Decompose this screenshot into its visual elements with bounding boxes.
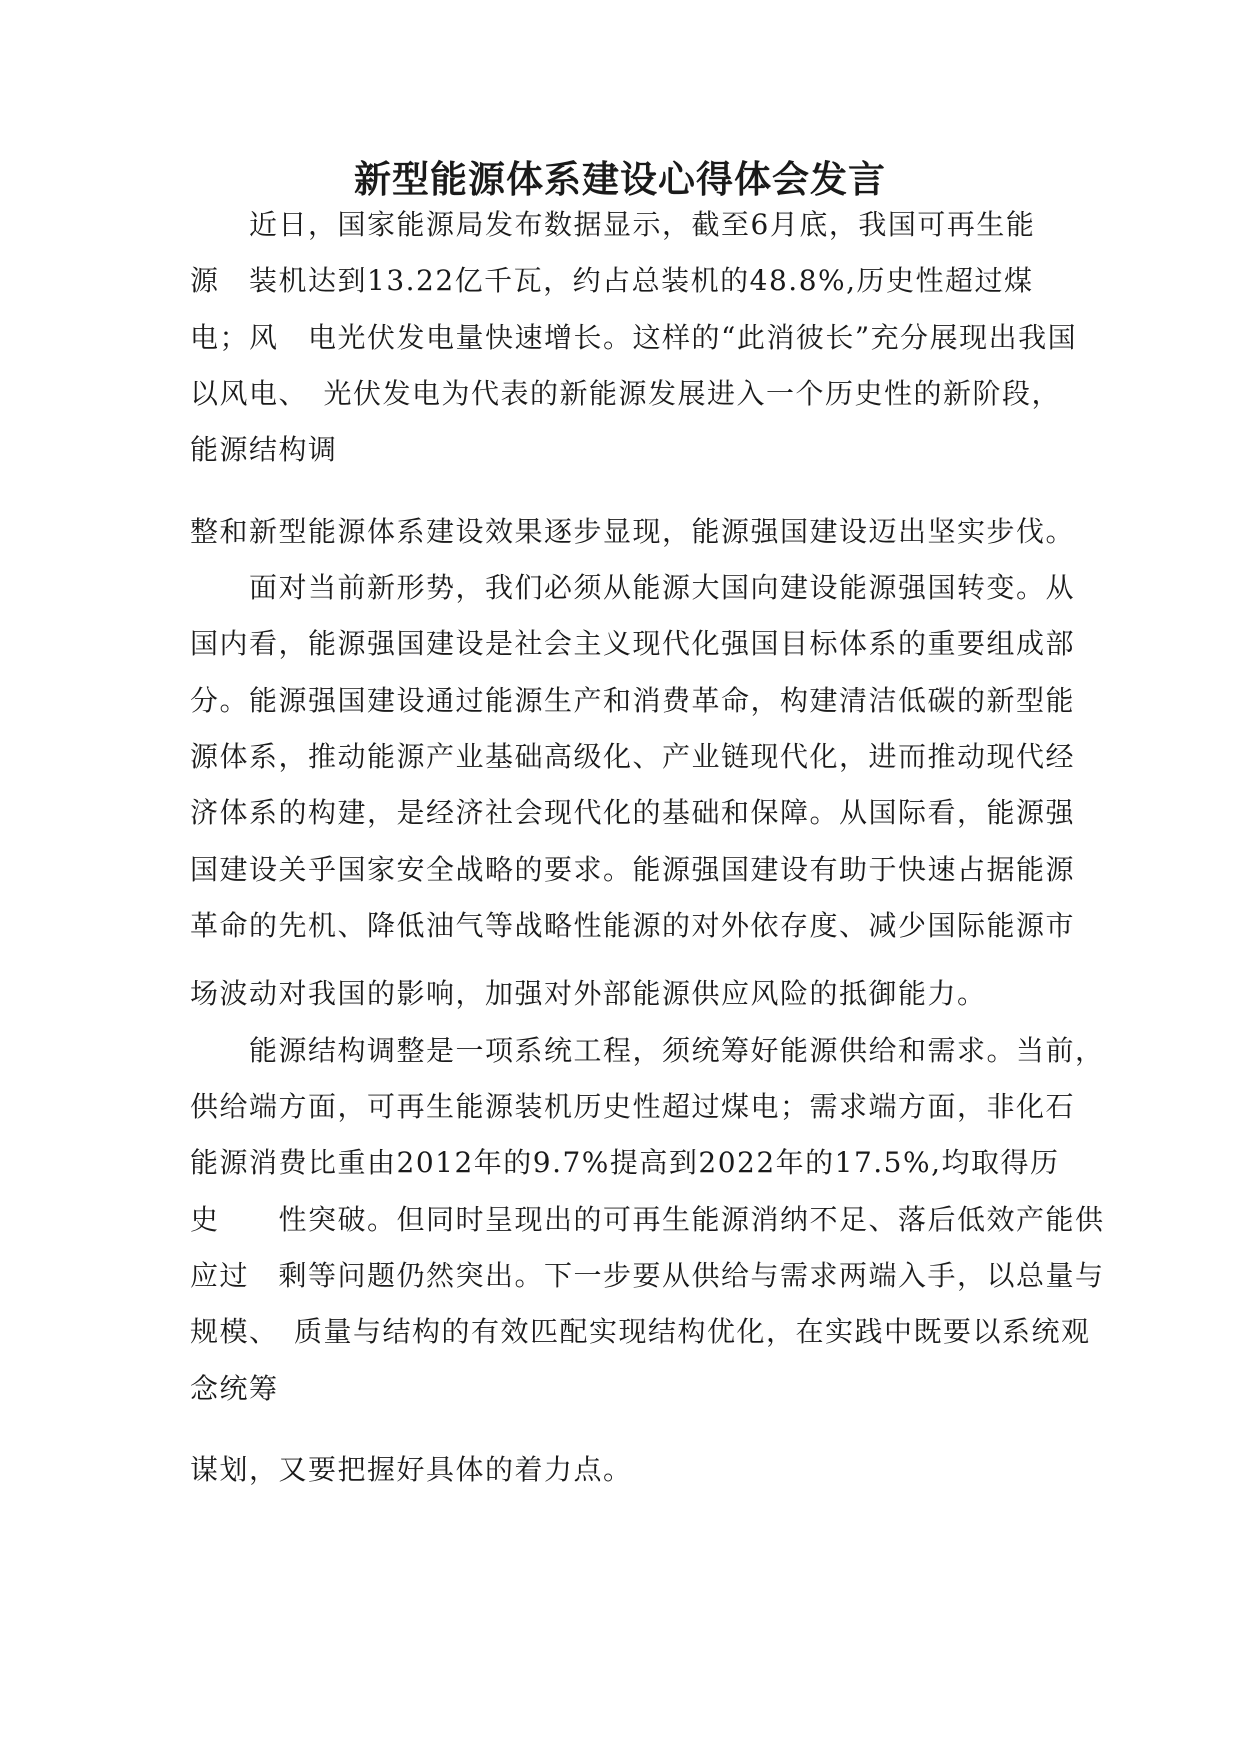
text-line: 谋划，又要把握好具体的着力点。 [190, 1453, 633, 1486]
text-line: 面对当前新形势，我们必须从能源大国向建设能源强国转变。从 [190, 571, 1076, 604]
document-title: 新型能源体系建设心得体会发言 [354, 158, 886, 201]
text-line: 能源结构调整是一项系统工程，须统筹好能源供给和需求。当前， [190, 1034, 1105, 1067]
text-line: 源 装机达到13.22亿千瓦，约占总装机的48.8%,历史性超过煤 [190, 264, 1034, 297]
text-line: 能源消费比重由2012年的9.7%提高到2022年的17.5%,均取得历 [190, 1146, 1060, 1179]
text-line: 分。能源强国建设通过能源生产和消费革命，构建清洁低碳的新型能 [190, 684, 1076, 717]
text-line: 近日，国家能源局发布数据显示，截至6月底，我国可再生能 [190, 208, 1036, 241]
text-line: 源体系，推动能源产业基础高级化、产业链现代化，进而推动现代经 [190, 740, 1076, 773]
text-line: 国建设关乎国家安全战略的要求。能源强国建设有助于快速占据能源 [190, 853, 1076, 886]
text-line: 能源结构调 [190, 433, 338, 466]
text-line: 应过 剩等问题仍然突出。下一步要从供给与需求两端入手，以总量与 [190, 1259, 1105, 1292]
text-line: 革命的先机、降低油气等战略性能源的对外依存度、减少国际能源市 [190, 909, 1076, 942]
text-line: 整和新型能源体系建设效果逐步显现，能源强国建设迈出坚实步伐。 [190, 515, 1076, 548]
text-line: 史 性突破。但同时呈现出的可再生能源消纳不足、落后低效产能供 [190, 1203, 1105, 1236]
text-line: 规模、 质量与结构的有效匹配实现结构优化，在实践中既要以系统观 [190, 1315, 1091, 1348]
text-line: 济体系的构建，是经济社会现代化的基础和保障。从国际看，能源强 [190, 796, 1076, 829]
text-line: 以风电、 光伏发电为代表的新能源发展进入一个历史性的新阶段， [190, 377, 1062, 410]
text-line: 供给端方面，可再生能源装机历史性超过煤电；需求端方面，非化石 [190, 1090, 1076, 1123]
text-line: 念统筹 [190, 1372, 279, 1405]
text-line: 电；风 电光伏发电量快速增长。这样的“此消彼长”充分展现出我国 [190, 321, 1078, 354]
text-line: 国内看，能源强国建设是社会主义现代化强国目标体系的重要组成部 [190, 627, 1076, 660]
text-line: 场波动对我国的影响，加强对外部能源供应风险的抵御能力。 [190, 977, 987, 1010]
